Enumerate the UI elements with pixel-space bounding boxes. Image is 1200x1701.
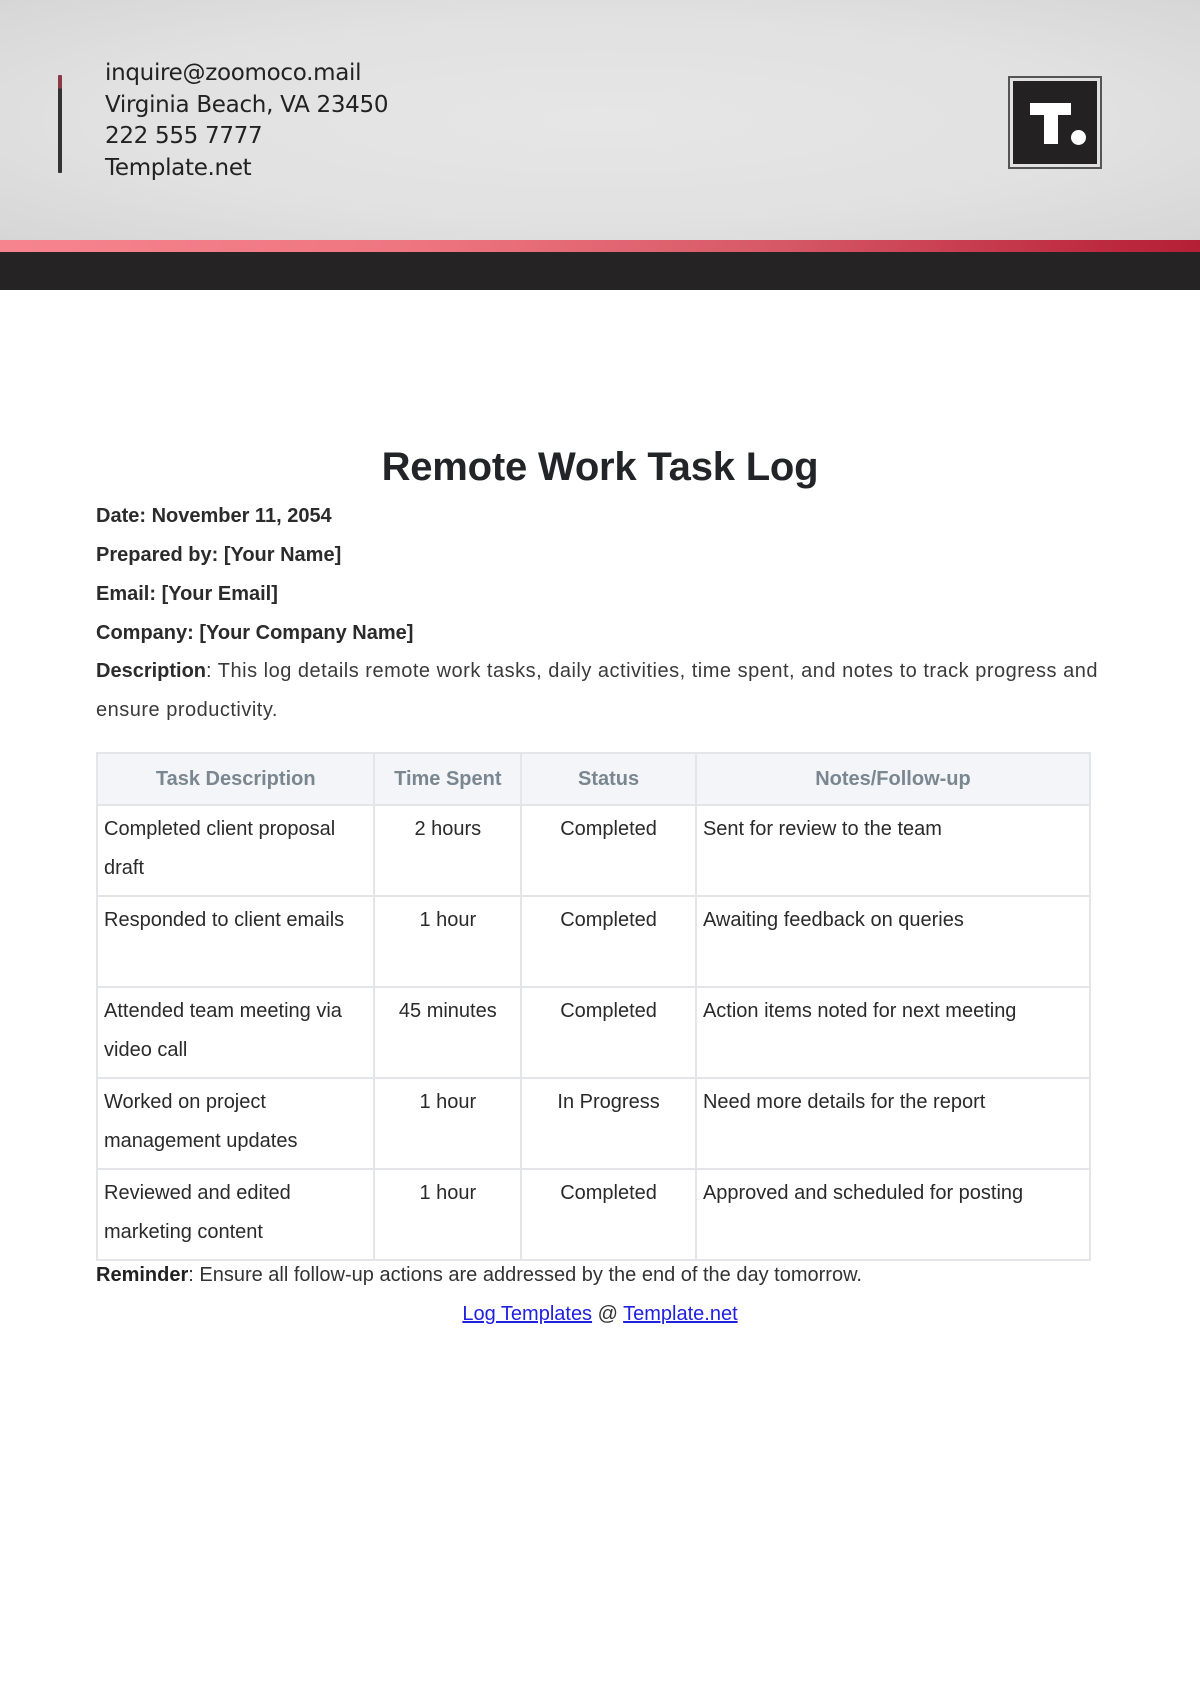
contact-block	[105, 58, 388, 184]
description-text: : This log details remote work tasks, daily activities, time spent, and notes to track progress and ensure productivity.	[96, 660, 1098, 721]
reminder-note	[96, 1264, 862, 1287]
table-row	[97, 805, 1090, 896]
document-meta	[96, 500, 1098, 730]
cell-status: Completed	[521, 1169, 696, 1260]
accent-stripe	[0, 240, 1200, 252]
contact-email: inquire@zoomoco.mail	[105, 60, 362, 86]
cell-notes: Action items noted for next meeting	[696, 987, 1090, 1078]
email-line: Email: [Your Email]	[96, 583, 278, 605]
table-header-row	[97, 753, 1090, 805]
cell-time: 1 hour	[374, 1169, 521, 1260]
contact-divider-line	[58, 75, 62, 173]
cell-notes: Sent for review to the team	[696, 805, 1090, 896]
cell-task: Reviewed and edited marketing content	[97, 1169, 374, 1260]
cell-notes: Awaiting feedback on queries	[696, 896, 1090, 987]
template-net-link[interactable]: Template.net	[623, 1303, 738, 1325]
cell-status: In Progress	[521, 1078, 696, 1169]
cell-time: 1 hour	[374, 896, 521, 987]
dark-band	[0, 252, 1200, 290]
logo-mark	[1013, 81, 1097, 164]
cell-task: Worked on project management updates	[97, 1078, 374, 1169]
reminder-text: : Ensure all follow-up actions are addressed by the end of the day tomorrow.	[188, 1264, 862, 1286]
prepared-by-line: Prepared by: [Your Name]	[96, 544, 342, 566]
cell-status: Completed	[521, 805, 696, 896]
log-templates-link[interactable]: Log Templates	[462, 1303, 593, 1325]
contact-website: Template.net	[105, 154, 252, 181]
contact-address: Virginia Beach, VA 23450	[105, 91, 389, 118]
page-title: Remote Work Task Log	[381, 445, 819, 489]
logo-t-stem	[1044, 103, 1058, 144]
cell-notes: Need more details for the report	[696, 1078, 1090, 1169]
date-line: Date: November 11, 2054	[96, 505, 332, 527]
logo-dot-icon	[1071, 130, 1086, 145]
template-t-logo-icon	[1008, 76, 1102, 169]
description-label: Description	[96, 660, 207, 682]
cell-notes: Approved and scheduled for posting	[696, 1169, 1090, 1260]
cell-task: Attended team meeting via video call	[97, 987, 374, 1078]
cell-status: Completed	[521, 896, 696, 987]
header-task-description: Task Description	[97, 753, 374, 805]
header-time-spent: Time Spent	[374, 753, 521, 805]
cell-task: Responded to client emails	[97, 896, 374, 987]
cell-time: 45 minutes	[374, 987, 521, 1078]
cell-status: Completed	[521, 987, 696, 1078]
header-status: Status	[521, 753, 696, 805]
table-row	[97, 896, 1090, 987]
cell-time: 2 hours	[374, 805, 521, 896]
reminder-label: Reminder	[96, 1264, 189, 1286]
table-row	[97, 1078, 1090, 1169]
description-paragraph	[96, 652, 1098, 730]
table-row	[97, 987, 1090, 1078]
header-notes: Notes/Follow-up	[696, 753, 1090, 805]
contact-phone: 222 555 7777	[105, 123, 263, 149]
cell-time: 1 hour	[374, 1078, 521, 1169]
company-line: Company: [Your Company Name]	[96, 622, 414, 644]
cell-task: Completed client proposal draft	[97, 805, 374, 896]
footer-links	[0, 1303, 1200, 1326]
task-log-table	[96, 752, 1091, 1261]
footer-separator: @	[592, 1303, 624, 1325]
table-row	[97, 1169, 1090, 1260]
